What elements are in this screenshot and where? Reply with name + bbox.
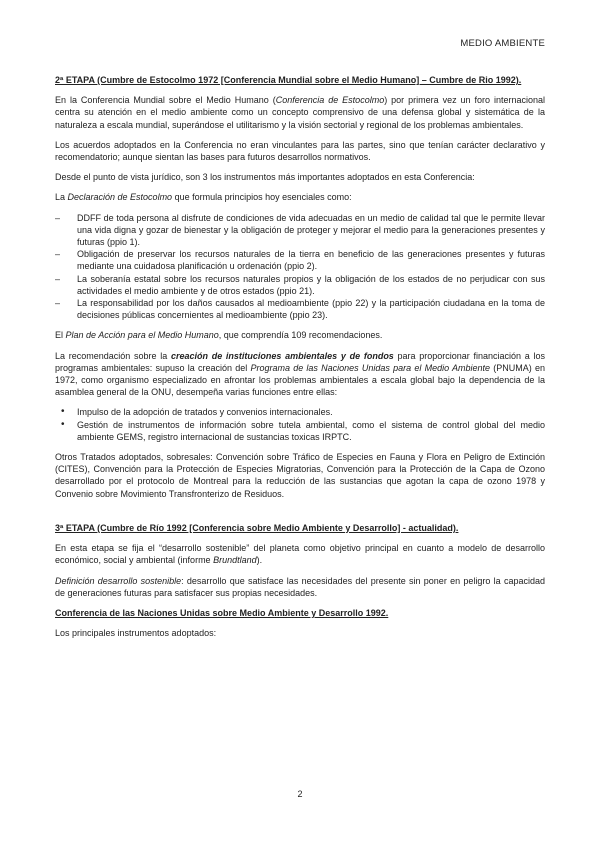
text: La recomendación sobre la [55, 350, 171, 361]
text: : desarrollo que satisface las necesidades del presente sin poner en peligro la capacidad de generaciones futuras para satisfacer sus propias necesidades. [55, 575, 545, 598]
running-header: MEDIO AMBIENTE [460, 38, 545, 49]
text: ) por primera vez un foro internacional centra su atención en el medio ambiente como un concepto comprensivo de una defensa global y sistemática de la naturaleza a escala mundial, superándose el utilitarismo y la visión sectorial y regional de los problemas ambientales. [55, 95, 545, 130]
italic-text: Definición desarrollo sostenible [55, 575, 182, 586]
list-item: – Obligación de preservar los recursos naturales de la tierra en beneficio de las generaciones presentes y futuras mediante una cuidadosa planificación u ordenación (ppio 2). [55, 248, 545, 272]
text: ). [256, 555, 263, 566]
text: En la Conferencia Mundial sobre el Medio Humano ( [55, 95, 276, 106]
text: (PNUMA) en 1972, como organismo especializado en afrontar los problemas ambientales a escala global bajo la dependencia de la asamblea general de la ONU, desempeña varias funciones entre ellas: [55, 362, 545, 398]
list-item: • Gestión de instrumentos de información sobre tutela ambiental, como el sistema de control global del medio ambiente GEMS, registro internacional de sustancias toxicas IRPTC. [55, 419, 545, 443]
paragraph-recomendacion [55, 350, 545, 399]
paragraph-conferencia-intro [55, 94, 545, 131]
section-heading-etapa-3: 3ª ETAPA (Cumbre de Río 1992 [Conferencia sobre Medio Ambiente y Desarrollo] - actualidad). [55, 522, 459, 533]
list-item: – DDFF de toda persona al disfrute de condiciones de vida adecuadas en un medio de calidad tal que le permite llevar una vida digna y gozar de bienestar y la obligación de proteger y mejorar el medio para la generaciones presentes y futuras (ppio 1). [55, 212, 545, 249]
paragraph-definicion [55, 575, 545, 599]
spacer [55, 508, 545, 522]
paragraph-instrumentos: Desde el punto de vista jurídico, son 3 los instrumentos más importantes adoptados en esta Conferencia: [55, 172, 475, 183]
list-item: – La responsabilidad por los daños causados al medioambiente (ppio 22) y la participación ciudadana en la toma de decisiones públicas concernientes al medioambiente (ppio 23). [55, 297, 545, 321]
paragraph-plan-accion [55, 329, 545, 341]
list-item: • Impulso de la adopción de tratados y convenios internacionales. [55, 406, 545, 418]
paragraph-desarrollo-sostenible [55, 542, 545, 566]
italic-text: Plan de Acción para el Medio Humano [65, 330, 219, 341]
section-heading-etapa-2: 2ª ETAPA (Cumbre de Estocolmo 1972 [Conferencia Mundial sobre el Medio Humano] – Cumbre de Rio 1992). [55, 75, 522, 85]
italic-text: Brundtland [213, 555, 257, 566]
italic-text: Programa de las Naciones Unidas para el Medio Ambiente [250, 362, 491, 373]
paragraph-principales-instrumentos: Los principales instrumentos adoptados: [55, 628, 217, 639]
text: En esta etapa se fija el “desarrollo sostenible” del planeta como objetivo principal en cuanto a modelo de desarrollo económico, social y ambiental (informe [55, 543, 545, 566]
italic-text: Declaración de Estocolmo [67, 192, 173, 203]
principles-list [55, 212, 545, 322]
text: , que comprendía 109 recomendaciones. [218, 330, 383, 341]
text: El [55, 330, 66, 341]
bold-italic-text: creación de instituciones ambientales y de fondos [170, 350, 394, 361]
italic-text: Conferencia de Estocolmo [275, 95, 385, 106]
page-number: 2 [297, 789, 303, 799]
subheading-conferencia-1992: Conferencia de las Naciones Unidas sobre Medio Ambiente y Desarrollo 1992. [55, 607, 389, 618]
text: La [55, 192, 68, 203]
functions-list [55, 406, 545, 443]
page-content [55, 74, 545, 647]
paragraph-acuerdos: Los acuerdos adoptados en la Conferencia no eran vinculantes para las partes, sino que tenían carácter declarativo y recomendatorio; aunque sientan las bases para futuros desarrollos normativos. [55, 139, 545, 163]
text: para proporcionar financiación a los programas ambientales: supuso la creación del [55, 350, 546, 373]
paragraph-declaracion [55, 191, 545, 203]
text: que formula principios hoy esenciales como: [172, 192, 352, 203]
paragraph-otros-tratados: Otros Tratados adoptados, sobresales: Convención sobre Tráfico de Especies en Fauna y Flora en Peligro de Extinción (CITES), Convención para la Protección de Especies Migratorias, Convención para la Protección de la Capa de Ozono desarrollado por el protocolo de Montreal para la reducción de las sustancias que agotan la capa de ozono 1978 y Convenio sobre Movimiento Transfronterizo de Residuos. [55, 452, 545, 499]
list-item: – La soberanía estatal sobre los recursos naturales propios y la obligación de los estados de no perjudicar con sus actividades el medio ambiente y de otros estados (ppio 21). [55, 273, 545, 297]
